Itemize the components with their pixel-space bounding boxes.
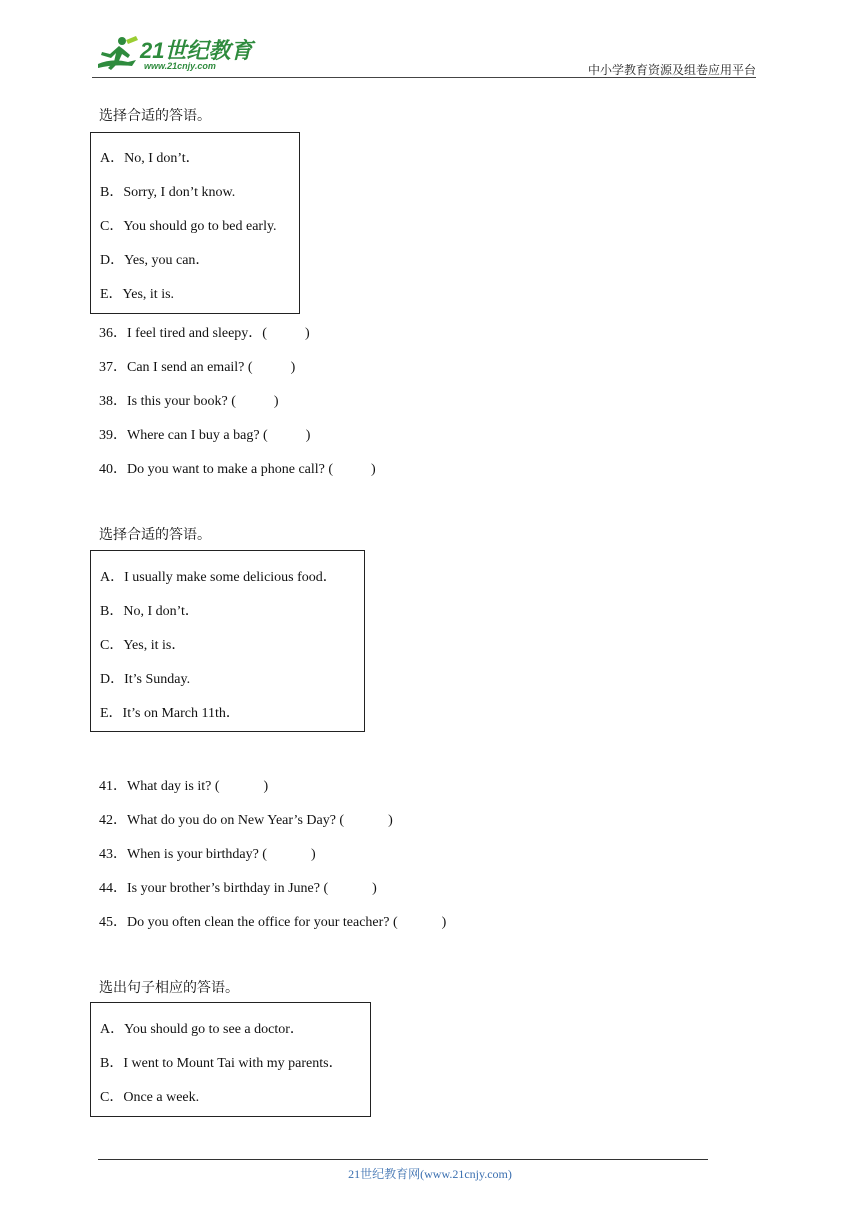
question-45 [99, 911, 446, 931]
runner-logo-icon [92, 34, 140, 76]
site-logo[interactable] [92, 34, 262, 76]
page-header [92, 30, 756, 78]
section-3-instruction: 选出句子相应的答语。 [99, 981, 239, 996]
question-text: Can I send an email? ( [127, 360, 253, 375]
question-number: 44． [99, 881, 127, 896]
question-text: When is your birthday? ( [127, 847, 267, 862]
question-text: Where can I buy a bag? ( [127, 428, 268, 443]
header-platform-text: 中小学教育资源及组卷应用平台 [587, 63, 756, 77]
question-36 [99, 322, 310, 342]
question-39 [99, 424, 310, 444]
question-text: I feel tired and sleepy．( [127, 326, 267, 341]
question-text: Is your brother’s birthday in June? ( [127, 881, 329, 896]
option-b: B．I went to Mount Tai with my parents． [100, 1056, 343, 1071]
question-42 [99, 809, 393, 829]
question-number: 40． [99, 462, 127, 477]
answer-close-paren: ) [273, 394, 279, 409]
question-40 [99, 458, 376, 478]
answer-close-paren: ) [388, 813, 393, 828]
question-number: 45． [99, 915, 127, 930]
question-43 [99, 843, 316, 863]
logo-url: www.21cnjy.com [144, 61, 216, 71]
option-a: A．I usually make some delicious food． [100, 570, 337, 585]
question-text: What day is it? ( [127, 779, 220, 794]
option-e: E．Yes, it is. [100, 287, 175, 302]
option-a: A．You should go to see a doctor． [100, 1022, 304, 1037]
footer-divider [98, 1159, 708, 1160]
question-text: Do you often clean the office for your teacher? ( [127, 915, 398, 930]
section-3-options-box [90, 1002, 371, 1117]
question-37 [99, 356, 295, 376]
logo-title: 21世纪教育 [140, 38, 253, 63]
footer-link[interactable]: 21世纪教育网(www.21cnjy.com) [348, 1167, 512, 1181]
question-text: Do you want to make a phone call? ( [127, 462, 334, 477]
question-number: 41． [99, 779, 127, 794]
answer-close-paren: ) [263, 779, 269, 794]
answer-close-paren: ) [441, 915, 447, 930]
answer-close-paren: ) [371, 462, 376, 477]
question-number: 37． [99, 360, 127, 375]
option-d: D．It’s Sunday. [100, 672, 191, 687]
section-2-options-box [90, 550, 365, 732]
option-b: B．Sorry, I don’t know. [100, 185, 236, 200]
option-c: C．Yes, it is． [100, 638, 186, 653]
header-divider [92, 77, 756, 78]
question-number: 43． [99, 847, 127, 862]
question-text: Is this your book? ( [127, 394, 236, 409]
answer-close-paren: ) [310, 847, 316, 862]
option-c: C．You should go to bed early. [100, 219, 277, 234]
section-1-options-box [90, 132, 300, 314]
answer-close-paren: ) [372, 881, 377, 896]
section-2-instruction: 选择合适的答语。 [99, 528, 211, 543]
question-text: What do you do on New Year’s Day? ( [127, 813, 345, 828]
section-1-instruction: 选择合适的答语。 [99, 109, 211, 124]
question-number: 42． [99, 813, 127, 828]
question-38 [99, 390, 279, 410]
option-b: B．No, I don’t． [100, 604, 199, 619]
question-44 [99, 877, 377, 897]
question-number: 36． [99, 326, 127, 341]
option-c: C．Once a week. [100, 1090, 200, 1105]
answer-close-paren: ) [290, 360, 296, 375]
option-e: E．It’s on March 11th． [100, 706, 240, 721]
answer-close-paren: ) [304, 326, 310, 341]
answer-close-paren: ) [305, 428, 311, 443]
question-number: 38． [99, 394, 127, 409]
option-d: D．Yes, you can． [100, 253, 210, 268]
question-number: 39． [99, 428, 127, 443]
question-41 [99, 775, 268, 795]
option-a: A．No, I don’t． [100, 151, 200, 166]
